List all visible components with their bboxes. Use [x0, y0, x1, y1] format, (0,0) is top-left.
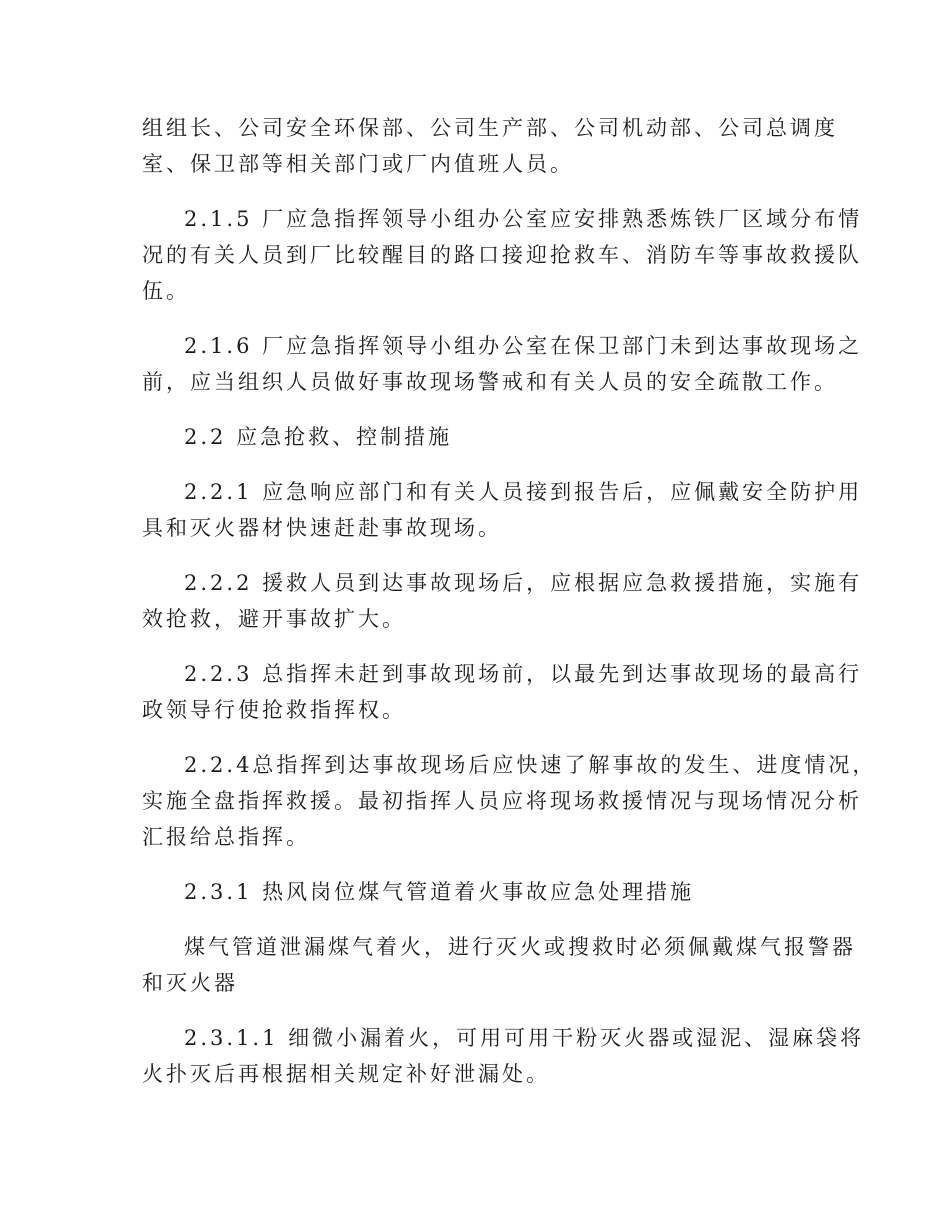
paragraph-2-2-2 — [142, 565, 863, 637]
text-line: 况的有关人员到厂比较醒目的路口接迎抢救车、消防车等事故救援队 — [142, 243, 862, 267]
text-line: 煤气管道泄漏煤气着火，进行灭火或搜救时必须佩戴煤气报警器 — [184, 935, 856, 959]
text-line: 2.1.5 厂应急指挥领导小组办公室应安排熟悉炼铁厂区域分布情 — [184, 207, 863, 231]
paragraph-2-1-6 — [142, 328, 863, 400]
text-line: 和灭火器 — [142, 971, 238, 995]
text-line: 效抢救，避开事故扩大。 — [142, 607, 406, 631]
text-line: 伍。 — [142, 279, 190, 303]
section-heading-2-3-1 — [142, 874, 802, 910]
paragraph-gas-leak — [142, 929, 856, 1001]
text-line: 2.2.3 总指挥未赶到事故现场前，以最先到达事故现场的最高行 — [184, 662, 863, 686]
document-body — [142, 110, 877, 1111]
text-line: 2.2.1 应急响应部门和有关人员接到报告后，应佩戴安全防护用 — [184, 480, 863, 504]
text-line: 2.2.4总指挥到达事故现场后应快速了解事故的发生、进度情况， — [184, 753, 877, 777]
text-line: 2.3.1.1 细微小漏着火，可用可用干粉灭火器或湿泥、湿麻袋将 — [184, 1026, 865, 1050]
text-line: 火扑灭后再根据相关规定补好泄漏处。 — [142, 1062, 550, 1086]
text-line: 组组长、公司安全环保部、公司生产部、公司机动部、公司总调度 — [142, 116, 838, 140]
text-line: 2.2 应急抢救、控制措施 — [184, 425, 453, 449]
text-line: 政领导行使抢救指挥权。 — [142, 698, 406, 722]
paragraph-2-3-1-1 — [142, 1020, 865, 1092]
paragraph-2-1-5 — [142, 201, 863, 309]
text-line: 2.1.6 厂应急指挥领导小组办公室在保卫部门未到达事故现场之 — [184, 334, 863, 358]
text-line: 汇报给总指挥。 — [142, 825, 310, 849]
paragraph-2-2-3 — [142, 656, 863, 728]
text-line: 2.2.2 援救人员到达事故现场后，应根据应急救援措施，实施有 — [184, 571, 863, 595]
paragraph — [142, 110, 838, 182]
text-line: 具和灭火器材快速赶赴事故现场。 — [142, 516, 502, 540]
text-line: 前，应当组织人员做好事故现场警戒和有关人员的安全疏散工作。 — [142, 370, 838, 394]
paragraph-2-2-4 — [142, 747, 877, 855]
paragraph-2-2-1 — [142, 474, 863, 546]
text-line: 室、保卫部等相关部门或厂内值班人员。 — [142, 152, 574, 176]
text-line: 实施全盘指挥救援。最初指挥人员应将现场救援情况与现场情况分析 — [142, 789, 862, 813]
section-heading-2-2 — [142, 419, 802, 455]
text-line: 2.3.1 热风岗位煤气管道着火事故应急处理措施 — [184, 880, 695, 904]
